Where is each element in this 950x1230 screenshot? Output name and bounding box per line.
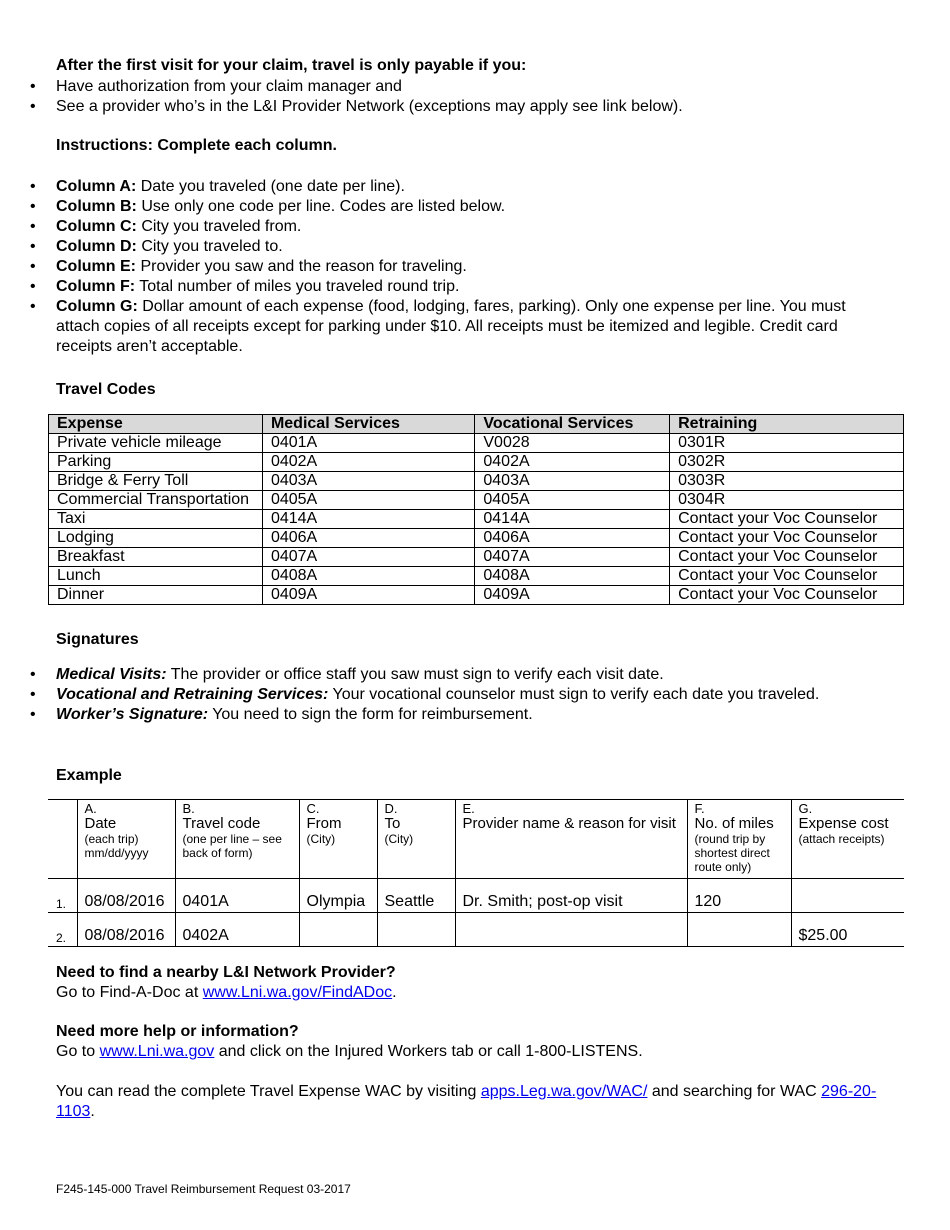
find-a-doc-link[interactable]: www.Lni.wa.gov/FindADoc (202, 984, 393, 1001)
table-cell: 0405A (262, 491, 474, 510)
signature-text: You need to sign the form for reimbursement. (208, 706, 533, 723)
table-cell: 0407A (475, 548, 670, 567)
signatures-list (0, 665, 890, 725)
column-header: Expense (49, 415, 263, 434)
table-row (49, 472, 904, 491)
signature-item-vocational (0, 685, 890, 705)
signatures-heading: Signatures (56, 631, 139, 648)
instruction-item-a (0, 177, 890, 197)
column-label: Column E: (56, 258, 136, 275)
table-cell: 0409A (475, 586, 670, 605)
table-cell: 08/08/2016 (77, 913, 175, 947)
table-cell: Parking (49, 453, 263, 472)
table-cell: Dinner (49, 586, 263, 605)
table-cell: Olympia (299, 879, 377, 913)
table-cell: Contact your Voc Counselor (670, 567, 904, 586)
table-cell (687, 913, 791, 947)
find-provider-text (56, 984, 397, 1002)
table-cell: 0407A (262, 548, 474, 567)
table-cell: 0408A (262, 567, 474, 586)
column-label: Column G: (56, 298, 138, 315)
table-cell: Dr. Smith; post-op visit (455, 879, 687, 913)
table-cell: 0414A (262, 510, 474, 529)
intro-bullet: • See a provider who’s in the L&I Provider Network (exceptions may apply see link below). (0, 97, 900, 117)
table-cell (791, 879, 904, 913)
signature-label: Vocational and Retraining Services: (56, 686, 329, 703)
table-cell: Private vehicle mileage (49, 434, 263, 453)
travel-codes-heading: Travel Codes (56, 381, 156, 398)
table-row (49, 567, 904, 586)
table-cell: Lunch (49, 567, 263, 586)
table-cell: 0402A (175, 913, 299, 947)
column-text: Date you traveled (one date per line). (136, 178, 405, 195)
example-header-row (48, 800, 904, 879)
wac-site-link[interactable]: apps.Leg.wa.gov/WAC/ (480, 1083, 648, 1100)
table-cell: 0405A (475, 491, 670, 510)
table-row (49, 586, 904, 605)
column-header-b: B. Travel code (one per line – see back of form) (175, 800, 299, 879)
table-cell: 0301R (670, 434, 904, 453)
table-cell: 0303R (670, 472, 904, 491)
signature-item-medical (0, 665, 890, 685)
table-cell: 08/08/2016 (77, 879, 175, 913)
intro-bullets (0, 77, 900, 117)
instruction-item-g (0, 297, 890, 357)
column-label: Column B: (56, 198, 137, 215)
table-cell: Lodging (49, 529, 263, 548)
table-cell: Seattle (377, 879, 455, 913)
table-cell: Taxi (49, 510, 263, 529)
table-cell: 0409A (262, 586, 474, 605)
column-header-a: A. Date (each trip) mm/dd/yyyy (77, 800, 175, 879)
example-table (48, 799, 904, 947)
row-number-header (48, 800, 77, 879)
table-row (49, 529, 904, 548)
table-cell: Contact your Voc Counselor (670, 548, 904, 567)
table-row (49, 510, 904, 529)
signature-item-worker (0, 705, 890, 725)
instructions-heading: Instructions: Complete each column. (56, 137, 337, 154)
table-cell: 0402A (262, 453, 474, 472)
column-text: Provider you saw and the reason for traveling. (136, 258, 467, 275)
table-cell: Contact your Voc Counselor (670, 529, 904, 548)
table-cell: 0406A (475, 529, 670, 548)
instruction-item-f (0, 277, 890, 297)
table-cell: Commercial Transportation (49, 491, 263, 510)
column-label: Column A: (56, 178, 137, 195)
table-cell: 120 (687, 879, 791, 913)
instruction-item-b (0, 197, 890, 217)
instruction-item-d (0, 237, 890, 257)
table-cell: 0406A (262, 529, 474, 548)
table-cell: 0304R (670, 491, 904, 510)
wac-number-link[interactable]: 296-20-1103 (56, 1083, 877, 1120)
table-cell: 0401A (175, 879, 299, 913)
example-row (48, 879, 904, 913)
help-heading: Need more help or information? (56, 1023, 299, 1040)
column-text: Dollar amount of each expense (food, lodging, fares, parking). Only one expense per line. You must attach copies of all receipts except for parking under $10. All receipts must be itemized and legible. Credit card receipts aren’t acceptable. (56, 298, 846, 355)
table-row (49, 548, 904, 567)
table-row (49, 434, 904, 453)
table-row (49, 491, 904, 510)
instruction-item-e (0, 257, 890, 277)
table-cell: Contact your Voc Counselor (670, 510, 904, 529)
help-prefix: Go to (56, 1043, 100, 1060)
travel-codes-table (48, 414, 904, 605)
column-text: Use only one code per line. Codes are listed below. (136, 198, 506, 215)
column-header-d: D. To (City) (377, 800, 455, 879)
column-header-f: F. No. of miles (round trip by shortest direct route only) (687, 800, 791, 879)
column-header: Medical Services (262, 415, 474, 434)
column-text: City you traveled from. (136, 218, 302, 235)
table-cell: Bridge & Ferry Toll (49, 472, 263, 491)
signature-label: Worker’s Signature: (56, 706, 209, 723)
help-text (56, 1043, 643, 1061)
table-cell: $25.00 (791, 913, 904, 947)
table-cell: Breakfast (49, 548, 263, 567)
table-cell: 0403A (475, 472, 670, 491)
instructions-list (0, 177, 890, 357)
example-row (48, 913, 904, 947)
signature-label: Medical Visits: (56, 666, 167, 683)
table-cell: 0414A (475, 510, 670, 529)
table-cell (455, 913, 687, 947)
table-header-row (49, 415, 904, 434)
intro-bullet: • Have authorization from your claim manager and (0, 77, 900, 97)
table-cell (299, 913, 377, 947)
form-footer: F245-145-000 Travel Reimbursement Request 03-2017 (56, 1182, 351, 1196)
table-cell: 0408A (475, 567, 670, 586)
example-heading: Example (56, 767, 122, 784)
intro-heading: After the first visit for your claim, travel is only payable if you: (56, 57, 527, 74)
row-number: 2. (48, 913, 77, 947)
table-cell: Contact your Voc Counselor (670, 586, 904, 605)
find-provider-suffix: . (392, 984, 397, 1001)
lni-home-link[interactable]: www.Lni.wa.gov (99, 1043, 215, 1060)
row-number: 1. (48, 879, 77, 913)
wac-middle: and searching for WAC (647, 1083, 822, 1100)
column-text: City you traveled to. (136, 238, 283, 255)
wac-prefix: You can read the complete Travel Expense WAC by visiting (56, 1083, 481, 1100)
table-cell: 0302R (670, 453, 904, 472)
find-provider-prefix: Go to Find-A-Doc at (56, 984, 203, 1001)
table-cell: V0028 (475, 434, 670, 453)
column-header-c: C. From (City) (299, 800, 377, 879)
column-label: Column F: (56, 278, 136, 295)
column-label: Column C: (56, 218, 137, 235)
table-cell: 0403A (262, 472, 474, 491)
column-header-g: G. Expense cost (attach receipts) (791, 800, 904, 879)
table-row (49, 453, 904, 472)
find-provider-heading: Need to find a nearby L&I Network Provider? (56, 964, 396, 981)
table-cell: 0402A (475, 453, 670, 472)
table-cell: 0401A (262, 434, 474, 453)
column-header-e: E. Provider name & reason for visit (455, 800, 687, 879)
column-header: Vocational Services (475, 415, 670, 434)
instruction-item-c (0, 217, 890, 237)
column-label: Column D: (56, 238, 137, 255)
column-header: Retraining (670, 415, 904, 434)
wac-suffix: . (90, 1103, 95, 1120)
signature-text: The provider or office staff you saw must sign to verify each visit date. (166, 666, 664, 683)
column-text: Total number of miles you traveled round trip. (135, 278, 460, 295)
table-cell (377, 913, 455, 947)
wac-text (56, 1082, 896, 1122)
signature-text: Your vocational counselor must sign to verify each date you traveled. (328, 686, 820, 703)
help-suffix: and click on the Injured Workers tab or call 1-800-LISTENS. (214, 1043, 643, 1060)
